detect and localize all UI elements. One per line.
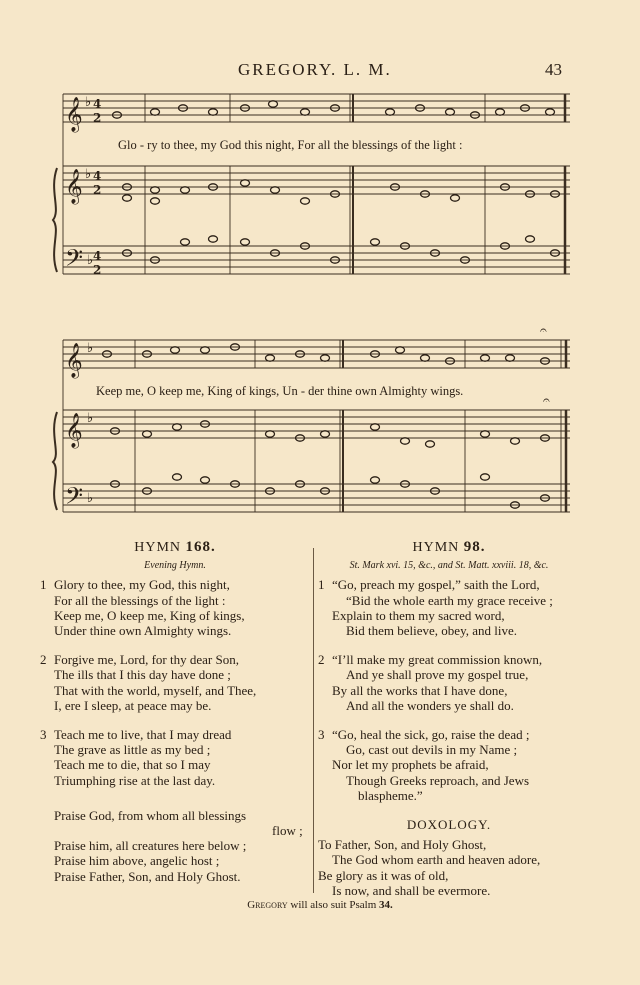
svg-text:𝄞: 𝄞 — [65, 413, 83, 448]
svg-text:𝄞: 𝄞 — [65, 97, 83, 132]
svg-text:♭: ♭ — [87, 341, 94, 356]
music-system-1 — [55, 90, 580, 290]
svg-text:2: 2 — [93, 183, 102, 197]
hymn-168-stanza-3: 3 Teach me to live, that I may dread The grave as little as my bed ; Teach me to die, that so I may Triumphing rise at the last day. — [40, 727, 232, 788]
page-number: 43 — [545, 60, 562, 79]
hymn-98-stanza-2: 2 “I’ll make my great commission known, And ye shall prove my gospel true, By all the works that I have done, And all the wonders ye shall do. — [318, 652, 543, 713]
hymn-98-doxology: To Father, Son, and Holy Ghost, The God whom earth and heaven adore, Be glory as it was of old, Is now, and shall be evermore. — [318, 837, 541, 898]
music-system-2 — [55, 323, 580, 526]
svg-text:4: 4 — [93, 169, 102, 183]
svg-text:𝄐: 𝄐 — [543, 393, 550, 407]
hymn-98-title: HYMN 98. — [412, 539, 486, 555]
note-heads — [113, 101, 560, 263]
svg-text:𝄢: 𝄢 — [65, 244, 84, 277]
svg-text:2: 2 — [93, 263, 102, 277]
column-divider — [313, 548, 314, 893]
music-staves-1 — [55, 90, 580, 290]
hymn-98-subtitle: St. Mark xvi. 15, &c., and St. Matt. xxviii. 18, &c. — [349, 560, 549, 572]
svg-text:𝄐: 𝄐 — [540, 323, 547, 337]
hymn-168-stanza-1: 1 Glory to thee, my God, this night, For all the blessings of the light : Keep me, O keep me, King of kings, Under thine own Almighty wings. — [40, 577, 245, 639]
page-footer: Gregory will also suit Psalm 34. — [247, 899, 393, 911]
hymn-98-stanza-3: 3 “Go, heal the sick, go, raise the dead ; Go, cast out devils in my Name ; Nor let my prophets be afraid, Though Greeks reproach, and Jews blaspheme.” — [318, 727, 530, 803]
hymn-168-title: HYMN 168. — [134, 539, 216, 555]
svg-text:♭: ♭ — [85, 167, 92, 182]
hymn-168 — [40, 540, 310, 898]
svg-text:2: 2 — [93, 111, 102, 125]
hymn-98-stanza-1: 1 “Go, preach my gospel,” saith the Lord, “Bid the whole earth my grace receive ; Explain to them my sacred word, Bid them believe, obey, and live. — [318, 577, 553, 639]
svg-text:𝄞: 𝄞 — [65, 343, 83, 378]
page-header — [0, 60, 640, 82]
svg-text:4: 4 — [93, 97, 102, 111]
music-staves-2 — [55, 323, 580, 526]
tune-title: GREGORY. L. M. — [238, 60, 392, 79]
lyric-line-2: Keep me, O keep me, King of kings, Un - der thine own Almighty wings. — [96, 384, 464, 398]
hymn-98 — [318, 540, 580, 912]
svg-text:𝄞: 𝄞 — [65, 169, 83, 204]
hymn-168-stanza-2: 2 Forgive me, Lord, for thy dear Son, The ills that I this day have done ; That with the world, myself, and Thee, I, ere I sleep, at peace may be. — [40, 652, 257, 713]
svg-text:♭: ♭ — [87, 491, 94, 506]
svg-text:4: 4 — [93, 249, 102, 263]
hymn-168-subtitle: Evening Hymn. — [144, 560, 206, 572]
doxology-title: DOXOLOGY. — [406, 817, 492, 833]
lyric-line-1: Glo - ry to thee, my God this night, For all the blessings of the light : — [118, 138, 463, 152]
melody-staff-lines — [63, 94, 570, 122]
hymn-168-doxology: Praise God, from whom all blessings flow ; Praise him, all creatures here below ; Praise him above, angelic host ; Praise Father, Son, and Holy Ghost. — [54, 807, 303, 884]
svg-text:♭: ♭ — [87, 253, 94, 268]
svg-text:♭: ♭ — [87, 411, 94, 426]
svg-text:♭: ♭ — [85, 95, 92, 110]
svg-text:𝄢: 𝄢 — [65, 482, 84, 515]
